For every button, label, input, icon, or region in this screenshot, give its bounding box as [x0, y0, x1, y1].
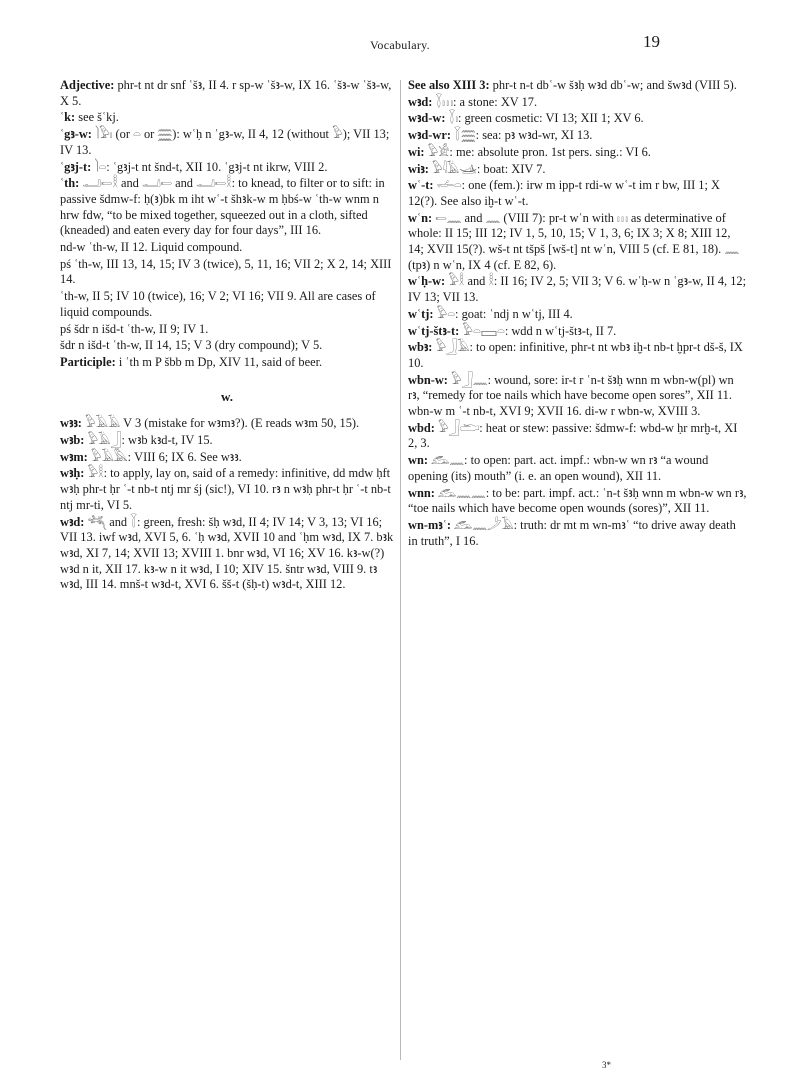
entry-aga-w: ʿgꜣ-w: 𓌙𓅱𓏤 (or 𓏏 or 𓈗): wʿḥ n ʿgꜣ-w, II 4, 12 (without 𓅱); VII 13; IV 13. [60, 127, 390, 157]
entry-wbn-w: wbn-w: 𓅱𓃀𓈖: wound, sore: ir-t r ʿn-t šꜣḥ wnn m wbn-w(pl) wn rꜣ, “remedy for toe nails which have become open sores”, XII 11. wbn-w m ʿ-t nb-t, XVI 9; XVII 16. di-w r wbn-w, XVIII 3. [408, 372, 734, 419]
entry-waa: wꜣꜣ: 𓅱𓄿𓄿 V 3 (mistake for wꜣmꜣ?). (E reads wꜣm 50, 15). [60, 416, 360, 431]
headword: wbꜣ: [408, 340, 433, 355]
headword: wnn: [408, 485, 435, 500]
entry-wnn: wnn: 𓃹𓈖𓈖: to be: part. impf. act.: ʿn-t šꜣḥ wnn m wbn-w wn rꜣ, “toe nails which have become open wounds (sores)”, XII 11. [408, 485, 747, 516]
entry-wn: wn: 𓃹𓈖: to open: part. act. impf.: wbn-w wn rꜣ “a wound opening (its) mouth” (i. e. an open wound), XII 11. [408, 453, 709, 483]
left-column [60, 78, 394, 594]
headword: wn-mꜣʿ: [408, 517, 451, 532]
headword: wiꜣ: [408, 161, 429, 176]
entry-wba: wbꜣ: 𓅱𓃀𓄿: to open: infinitive, phr-t nt wbꜣ iḫ-t nb-t ḫpr-t dš-š, IX 10. [408, 340, 743, 370]
entry-adjective: Adjective: phr-t nt dr snf ʿšꜣ, II 4. r sp-w ʿšꜣ-w, IX 16. ʿšꜣ-w ʿšꜣ-w, X 5. [60, 78, 392, 108]
headword: wbd: [408, 420, 435, 435]
headword: wʿ-t: [408, 178, 434, 193]
entry-wad-green: wꜣd: 𓆈 and 𓇅: green, fresh: šḥ wꜣd, II 4; IV 14; V 3, 13; VI 16; VII 13. iwf wꜣd, XVI 5, 6. ʿḥ wꜣd, XVII 10 and ʿḥm wꜣd, IX 7. bꜣk wꜣd, XI 7, 14; XVII 13; XVIII 1. bnr wꜣd, VI 16; XV 16. kꜣ-w(?) wꜣd n it, XII 17. kꜣ-w n it wꜣd, I 10; XIV 15. šntr wꜣd, VIII 9. tꜣ wꜣd, III 14. mnš-t wꜣd-t, XVI 6. šš-t (šḥ-t) wꜣd-t, XIII 12. [60, 514, 394, 592]
entry-wia: wiꜣ: 𓅱𓇋𓄿𓊛: boat: XIV 7. [408, 161, 546, 176]
headword: wbn-w: [408, 372, 448, 387]
entry-participle: Participle: i ʿth m P šbb m Dp, XIV 11, said of beer. [60, 354, 323, 369]
headword: wꜣm: [60, 449, 88, 464]
headword: wꜣd: [408, 94, 433, 109]
headword: wʿtj-štꜣ-t: [408, 323, 460, 338]
headword: wꜣd: [60, 514, 85, 529]
entry-ak: ʿk: see šʿkj. [60, 110, 119, 125]
entry-wn-maa: wn-mꜣʿ: 𓃹𓈖𓌳𓄿: truth: dr mt m wn-mꜣʿ “to drive away death in truth”, I 16. [408, 517, 736, 548]
headword: ʿk: [60, 110, 76, 125]
headword: wꜣb: [60, 433, 85, 448]
section-letter-w: w. [221, 388, 233, 404]
entry-ps-ath: pś ʿth-w, III 13, 14, 15; IV 3 (twice), 5, 11, 16; VII 2; X 2, 14; XIII 14. [60, 256, 392, 287]
entry-wan: wʿn: 𓍿𓈖 and 𓈖 (VIII 7): pr-t wʿn with 𓏥 as determinative of whole: II 15; III 12; IV 1, 5, 10, 15; V 1, 3, 6; IX 3; X 8; XIII 12, 14; XVII 15(?). wš-t nt tšpš [wš-t] nt wʿn, VIII 5 (cf. E 81, 18). 𓈖 (tpꜣ) n wʿn, IX 4 (cf. E 82, 6). [408, 210, 740, 272]
entry-watj-sta-t: wʿtj-štꜣ-t: 𓅱𓏏𓈙𓏏: wdd n wʿtj-štꜣ-t, II 7. [408, 323, 617, 338]
headword: wn: [408, 453, 428, 468]
entry-wah-w: wʿḥ-w: 𓅱𓎛 and 𓎛: II 16; IV 2, 5; VII 3; V 6. wʿḥ-w n ʿgꜣ-w, II 4, 12; IV 13; VII 13. [408, 274, 747, 305]
headword: ʿth: [60, 176, 80, 191]
entry-sdr: šdr n išd-t ʿth-w, II 14, 15; V 3 (dry compound); V 5. [60, 338, 323, 353]
headword: wꜣḥ: [60, 466, 85, 481]
page-number: 19 [643, 32, 660, 51]
headword: wꜣd-wr: [408, 128, 451, 143]
running-title: Vocabulary. [370, 38, 430, 52]
headword: wꜣd-w: [408, 111, 446, 126]
entry-wi: wi: 𓅱𓀀: me: absolute pron. 1st pers. sing.: VI 6. [408, 144, 651, 159]
column-divider [400, 80, 401, 1060]
entry-agaj-t: ʿgꜣj-t: 𓌙𓏏: ʿgꜣj-t nt šnd-t, XII 10. ʿgꜣj-t nt ikrw, VIII 2. [60, 159, 328, 174]
headword: Adjective: [60, 78, 115, 92]
headword: See also XIII 3: [408, 78, 490, 92]
headword: Participle: [60, 354, 116, 369]
entry-ps-sdr: pś šdr n išd-t ʿth-w, II 9; IV 1. [60, 321, 209, 336]
headword: wi: [408, 144, 425, 159]
entry-watj: wʿtj: 𓅱𓏏: goat: ʿndj n wʿtj, III 4. [408, 306, 573, 321]
entry-ath-w: ʿth-w, II 5; IV 10 (twice), 16; V 2; VI 16; VII 9. All are cases of liquid compounds. [60, 289, 376, 319]
headword: wʿtj: [408, 306, 434, 321]
headword: ʿgꜣj-t: [60, 159, 92, 174]
signature-mark: 3* [602, 1060, 611, 1070]
right-column [408, 78, 748, 550]
entry-wad-wr: wꜣd-wr: 𓇅𓈗: sea: pꜣ wꜣd-wr, XI 13. [408, 128, 593, 143]
entry-ath: ʿth: 𓂝𓍿𓎛 and 𓂝𓍿 and 𓂝𓍿𓎛: to knead, to filter or to sift: in passive šdmw-f: ḥ(ꜣ)bk m iht wʿ-t šhꜣk-w m ḥbś-w ʿth-w wnm n hrw fdw, “to be mixed together, squeezed out in a cloth, sifted (kneaded) and eaten every day for four days”, III 16. [60, 176, 385, 238]
page-header [0, 30, 800, 56]
headword: ʿgꜣ-w: [60, 127, 92, 142]
entry-wbd: wbd: 𓅱𓃀𓂧: heat or stew: passive: šdmw-f: wbd-w ḥr mrḫ-t, XI 2, 3. [408, 420, 738, 451]
entry-wam: wꜣm: 𓅱𓄿𓅓: VIII 6; IX 6. See wꜣꜣ. [60, 449, 242, 464]
entry-wab: wꜣb: 𓅱𓄿𓃀: wꜣb kꜣd-t, IV 15. [60, 433, 213, 448]
entry-see-also: See also XIII 3: phr-t n-t dbʿ-w šꜣḥ wꜣd dbʿ-w; and šwꜣd (VIII 5). [408, 78, 737, 92]
entry-wad-stone: wꜣd: 𓇅𓏥: a stone: XV 17. [408, 94, 538, 109]
entry-wad-w: wꜣd-w: 𓇅𓏤: green cosmetic: VI 13; XII 1; XV 6. [408, 111, 644, 126]
entry-nd-w: nd-w ʿth-w, II 12. Liquid compound. [60, 240, 243, 255]
headword: wꜣꜣ: [60, 416, 82, 431]
entry-wa-t: wʿ-t: 𓌡𓏏: one (fem.): irw m ipp-t rdi-w wʿ-t im r bw, III 1; X 12(?). See also iḫ-t wʿ-t. [408, 178, 720, 208]
entry-wah: wꜣḥ: 𓅱𓎛: to apply, lay on, said of a remedy: infinitive, dd mdw ḥft wꜣḥ phr-t ḥr ʿ-t nb-t ntj mr śj (sic!), VI 10. rꜣ n wꜣḥ phr-t ḥr ʿ-t nb-t ntj mr-ti, VI 5. [60, 466, 391, 512]
headword: wʿn: [408, 210, 433, 225]
headword: wʿḥ-w: [408, 274, 446, 289]
